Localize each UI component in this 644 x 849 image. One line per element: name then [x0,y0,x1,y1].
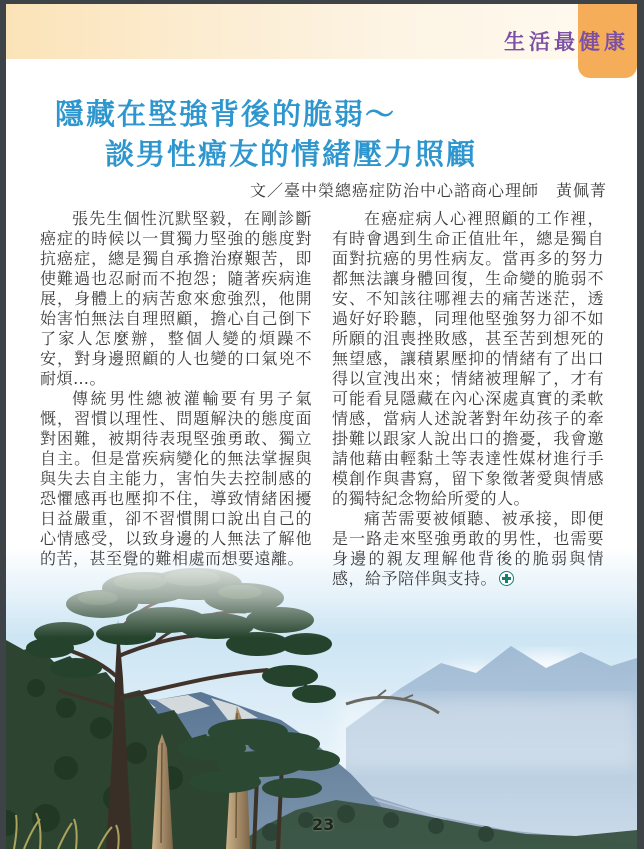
magazine-page [6,4,637,849]
byline: 文／臺中榮總癌症防治中心諮商心理師 黃佩菁 [249,181,607,200]
page-number: 23 [312,815,335,834]
left-column [40,209,312,589]
mountain-photo-graphic [6,548,637,849]
paragraph-right-1: 在癌症病人心裡照顧的工作裡，有時會遇到生命正值壯年，總是獨自面對抗癌的男性病友。當再多的努力都無法讓身體回復，生命變的脆弱不安、不知該往哪裡去的痛苦迷茫，透過好好聆聽，同理他堅強努力卻不如所願的沮喪挫敗感，甚至苦到想死的無望感，讓積累壓抑的情緒有了出口得以宣洩出來；情緒被理解了，才有可能看見隱藏在內心深處真實的柔軟情感，當病人述說著對年幼孩子的牽掛難以跟家人說出口的擔憂，我會邀請他藉由輕黏土等表達性媒材進行手模創作與書寫，留下象徵著愛與情感的獨特紀念物給所愛的人。 [332,209,604,508]
haze-band [336,698,637,768]
article-body [40,209,604,589]
paragraph-right-2-text: 痛苦需要被傾聽、被承接，即便是一路走來堅強勇敢的男性，也需要身邊的親友理解他背後的脆弱與情感，給予陪伴與支持。 [332,509,604,588]
hospital-emblem-icon [499,571,514,586]
article-title-line2: 談男性癌友的情緒壓力照顧 [105,137,478,171]
mountain-photo [6,548,637,849]
paragraph-right-2 [332,509,604,589]
section-label: 生活最健康 [504,30,629,54]
paragraph-left-1: 張先生個性沉默堅毅，在剛診斷癌症的時候以一貫獨力堅強的態度對抗癌症，總是獨自承擔治療艱苦，即使難過也忍耐而不抱怨；隨著疾病進展，身體上的病苦愈來愈強烈，他開始害怕無法自理照顧，擔心自己倒下了家人怎麼辦，整個人變的煩躁不安，對身邊照顧的人也變的口氣兇不耐煩…。 [40,209,312,388]
article-title-line1: 隱藏在堅強背後的脆弱～ [55,97,397,131]
right-column [332,209,604,589]
paragraph-left-2: 傳統男性總被灌輸要有男子氣慨，習慣以理性、問題解決的態度面對困難，被期待表現堅強勇敢、獨立自主。但是當疾病變化的無法掌握與與失去自主能力，害怕失去控制感的恐懼感再也壓抑不住，導致情緒困擾日益嚴重，卻不習慣開口說出自己的心情感受，以致身邊的人無法了解他的苦，甚至覺的難相處而想要遠離。 [40,389,312,568]
